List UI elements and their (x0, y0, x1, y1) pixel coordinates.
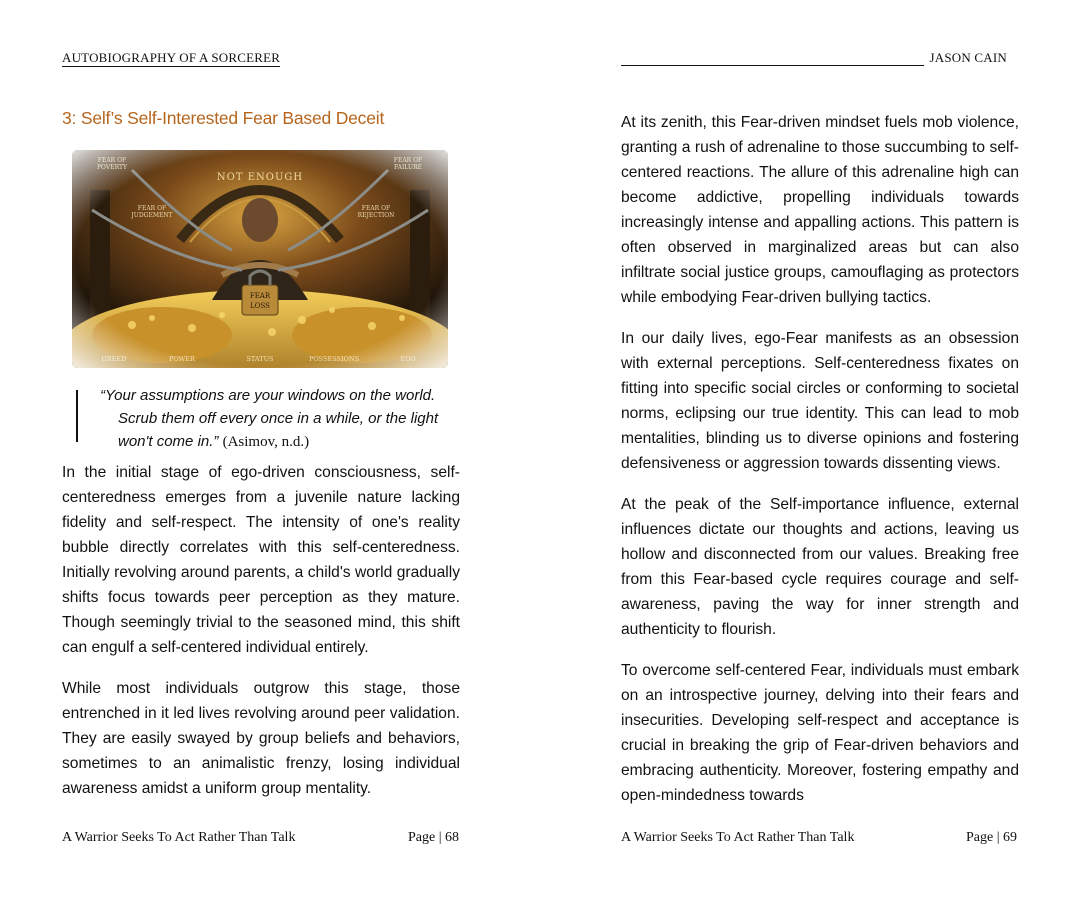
chapter-illustration (72, 150, 448, 368)
right-body-text (621, 110, 1019, 824)
paragraph: In the initial stage of ego-driven consciousness, self-centeredness emerges from a juvenile nature lacking fidelity and self-respect. The intensity of one's reality bubble directly correlates with this self-centeredness. Initially revolving around parents, a child's world gradually shifts focus towards peer perception as they mature. Though seemingly trivial to the seasoned mind, this shift can engulf a self-centered individual entirely. (62, 464, 460, 656)
paragraph: In our daily lives, ego-Fear manifests as an obsession with external perceptions. Self-centeredness fixates on fitting into specific social circles or conforming to societal norms, eclipsing our true identity. This can lead to mob mentalities, blinding us to diverse opinions and fostering defensiveness or aggression towards dissenting views. (621, 330, 1019, 472)
illustration-svg (72, 150, 448, 368)
author-header (621, 50, 1007, 66)
paragraph: While most individuals outgrow this stage, those entrenched in it led lives revolving around peer validation. They are easily swayed by group beliefs and behaviors, sometimes to an animalistic frenzy, losing individual awareness amidst a uniform group mentality. (62, 680, 460, 797)
footer-motto: A Warrior Seeks To Act Rather Than Talk (621, 830, 855, 845)
page-number: Page | 68 (408, 830, 460, 845)
paragraph: At the peak of the Self-importance influence, external influences dictate our thoughts and actions, leaving us hollow and disconnected from our values. Breaking free from this Fear-based cycle requires courage and self-awareness, paving the way for inner strength and authenticity to flourish. (621, 496, 1019, 638)
quote-citation: (Asimov, n.d.) (222, 434, 310, 450)
quote-line-2: Scrub them off every once in a while, or the light (118, 410, 439, 427)
chapter-title: 3: Self’s Self-Interested Fear Based Deceit (62, 108, 385, 128)
author-name: JASON CAIN (929, 50, 1007, 65)
quote-line-1: “Your assumptions are your windows on the world. (100, 387, 436, 404)
header-rule (621, 51, 924, 66)
right-page (540, 0, 1080, 900)
paragraph: At its zenith, this Fear-driven mindset fuels mob violence, granting a rush of adrenaline to those succumbing to self-centered reactions. The allure of this adrenaline high can become addictive, propelling individuals towards increasingly intense and appalling actions. This pattern is often observed in marginalized areas but can also infiltrate social justice groups, camouflaging as protectors while embodying Fear-driven bullying tactics. (621, 114, 1019, 306)
footer-motto: A Warrior Seeks To Act Rather Than Talk (62, 830, 296, 845)
book-title-header: AUTOBIOGRAPHY OF A SORCERER (62, 50, 281, 65)
left-body-text (62, 460, 460, 817)
paragraph: To overcome self-centered Fear, individuals must embark on an introspective journey, delving into their fears and insecurities. Developing self-respect and acceptance is crucial in breaking the grip of Fear-driven behaviors and embracing authenticity. Moreover, fostering empathy and open-mindedness towards (621, 662, 1019, 804)
quote-line-3: won't come in.” (118, 433, 219, 450)
quote-bar (76, 390, 78, 442)
epigraph-quote (76, 384, 460, 454)
page-number: Page | 69 (966, 830, 1018, 845)
